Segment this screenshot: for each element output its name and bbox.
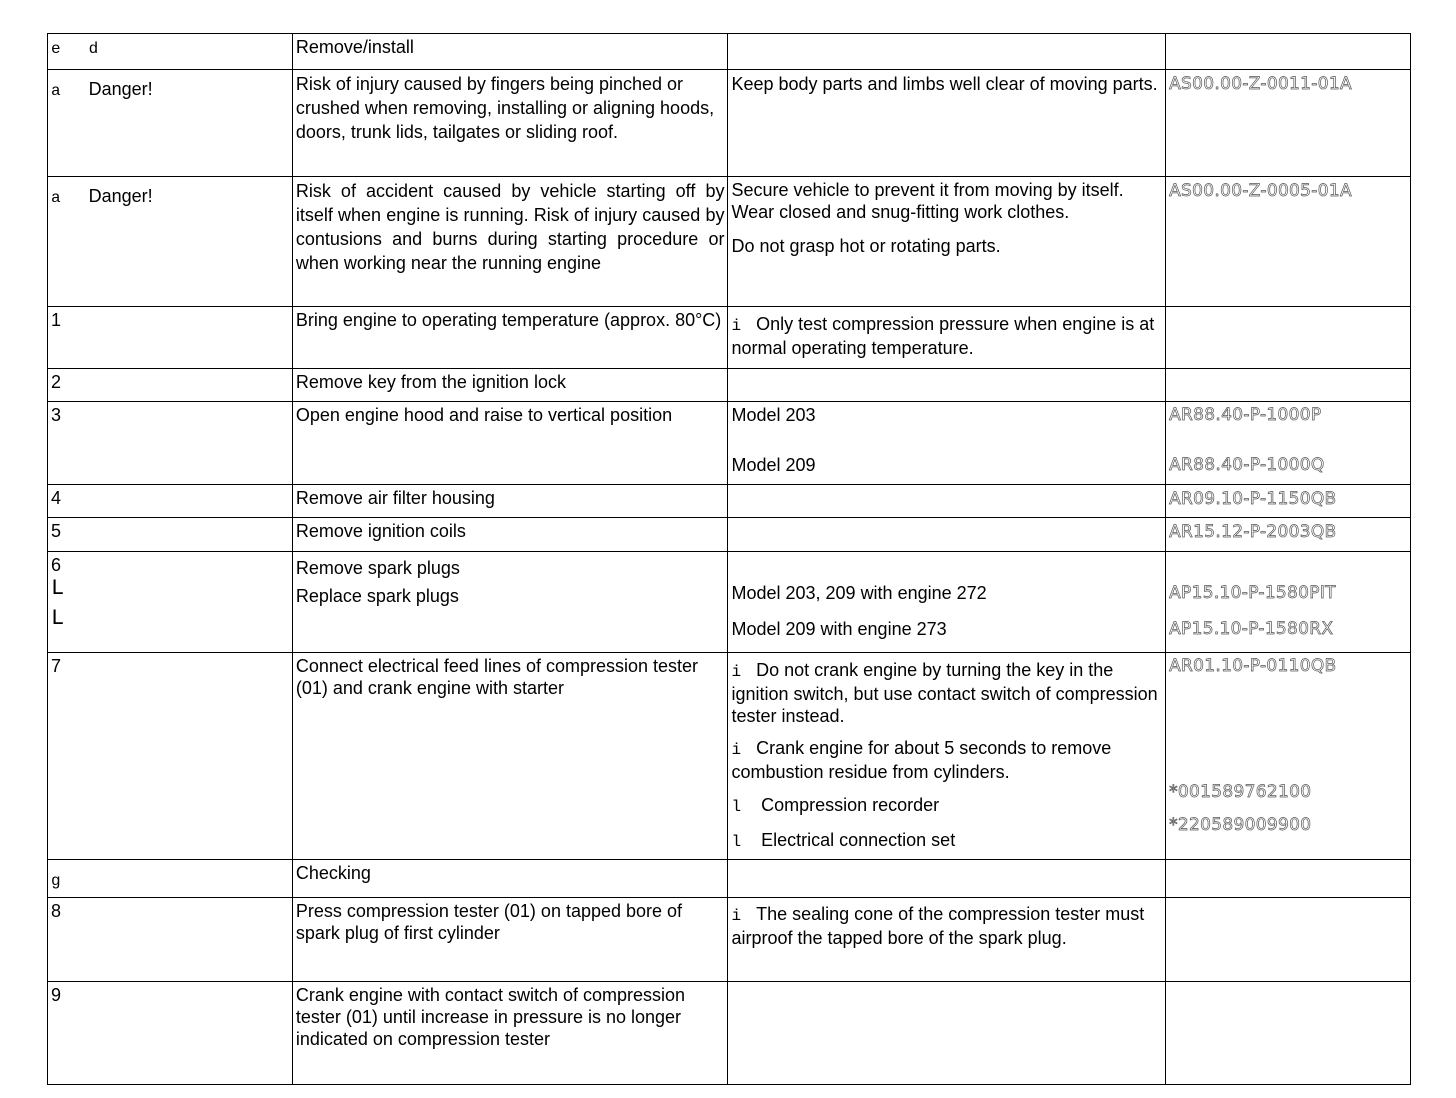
step-number: 7: [48, 653, 293, 860]
reference-code: AR88.40-P-1000Q: [1169, 455, 1325, 475]
step-cell: [48, 177, 293, 307]
step-number: 4: [48, 485, 293, 518]
reference-cell: [1166, 402, 1411, 485]
operation-cell: Remove key from the ignition lock: [292, 369, 728, 402]
operation-text: Remove spark plugs: [295, 558, 460, 578]
check-icon: g: [51, 872, 61, 890]
symbol-d: d: [88, 40, 99, 58]
reference-cell: [1166, 307, 1411, 369]
reference-cell: [1166, 653, 1411, 860]
step-cell: [48, 860, 293, 898]
operation-cell: Remove air filter housing: [292, 485, 728, 518]
reference-code: AP15.10-P-1580PIT: [1169, 583, 1336, 603]
notes-cell: [728, 982, 1166, 1085]
table-row: [48, 898, 1411, 982]
info-icon: i: [731, 907, 742, 925]
info-icon: i: [731, 663, 742, 681]
table-row: [48, 552, 1411, 653]
notes-cell: Keep body parts and limbs well clear of moving parts.: [728, 70, 1166, 177]
reference-cell: [1166, 518, 1411, 552]
notes-cell: [728, 860, 1166, 898]
operation-cell: Checking: [292, 860, 728, 898]
step-cell: [48, 552, 293, 653]
tool-name: Electrical connection set: [761, 830, 956, 850]
reference-code: AS00.00-Z-0011-01A: [1169, 74, 1352, 94]
table-row: [48, 485, 1411, 518]
note-text: Secure vehicle to prevent it from moving by itself.: [731, 180, 1124, 200]
table-row: [48, 34, 1411, 70]
table-row: [48, 402, 1411, 485]
reference-code: AR01.10-P-0110QB: [1169, 656, 1337, 676]
reference-code: AR15.12-P-2003QB: [1169, 522, 1337, 542]
notes-cell: [728, 369, 1166, 402]
note-text: Model 209 with engine 273: [731, 619, 947, 639]
note-text: The sealing cone of the compression tester must airproof the tapped bore of the spark plug.: [731, 904, 1145, 948]
operation-cell: [292, 552, 728, 653]
reference-code: AS00.00-Z-0005-01A: [1169, 181, 1352, 201]
procedure-table: [47, 33, 1411, 1085]
info-icon: i: [731, 317, 742, 335]
operation-cell: Risk of accident caused by vehicle starting off by itself when engine is running. Risk of injury caused by contusions and burns during starting procedure or when working near the running engine: [292, 177, 728, 307]
note-text: Crank engine for about 5 seconds to remove combustion residue from cylinders.: [731, 738, 1112, 782]
notes-cell: [728, 307, 1166, 369]
part-number: *220589009900: [1169, 815, 1312, 835]
step-cell: [48, 34, 293, 70]
operation-cell: Open engine hood and raise to vertical position: [292, 402, 728, 485]
operation-text: Replace spark plugs: [295, 586, 459, 606]
danger-icon: a: [51, 189, 61, 207]
table-row: [48, 369, 1411, 402]
table-row: [48, 982, 1411, 1085]
reference-code: AR88.40-P-1000P: [1169, 405, 1322, 425]
notes-cell: [728, 34, 1166, 70]
note-text: Model 203: [731, 405, 816, 425]
operation-cell: Bring engine to operating temperature (approx. 80°C): [292, 307, 728, 369]
step-number: 3: [48, 402, 293, 485]
danger-label: Danger!: [88, 79, 153, 99]
table-row: [48, 70, 1411, 177]
operation-cell: Risk of injury caused by fingers being pinched or crushed when removing, installing or aligning hoods, doors, trunk lids, tailgates or sliding roof.: [292, 70, 728, 177]
reference-code: AR09.10-P-1150QB: [1169, 489, 1337, 509]
reference-cell: [1166, 70, 1411, 177]
reference-cell: [1166, 552, 1411, 653]
replace-icon: L: [51, 606, 65, 631]
step-number: 6: [51, 555, 62, 575]
table-row: [48, 860, 1411, 898]
notes-cell: [728, 518, 1166, 552]
table-row: [48, 177, 1411, 307]
table-row: [48, 307, 1411, 369]
notes-cell: [728, 402, 1166, 485]
step-number: 2: [48, 369, 293, 402]
note-text: Wear closed and snug-fitting work clothes.: [731, 202, 1070, 222]
tool-item: [731, 794, 1162, 818]
info-icon: i: [731, 741, 742, 759]
note-text: [731, 659, 1162, 727]
step-number: 5: [48, 518, 293, 552]
table-row: [48, 653, 1411, 860]
symbol-e: e: [51, 40, 61, 58]
operation-cell: Crank engine with contact switch of compression tester (01) until increase in pressure is no longer indicated on compression tester: [292, 982, 728, 1085]
part-number: *001589762100: [1169, 782, 1312, 802]
step-cell: [48, 70, 293, 177]
operation-cell: Remove/install: [292, 34, 728, 70]
operation-cell: Press compression tester (01) on tapped bore of spark plug of first cylinder: [292, 898, 728, 982]
notes-cell: [728, 552, 1166, 653]
replace-icon: L: [51, 576, 65, 601]
note-text: Do not grasp hot or rotating parts.: [731, 236, 1001, 256]
reference-cell: [1166, 898, 1411, 982]
reference-cell: [1166, 860, 1411, 898]
step-number: 8: [48, 898, 293, 982]
reference-cell: [1166, 177, 1411, 307]
notes-cell: [728, 177, 1166, 307]
operation-cell: Remove ignition coils: [292, 518, 728, 552]
reference-cell: [1166, 34, 1411, 70]
note-text: Model 209: [731, 455, 816, 475]
reference-code: AP15.10-P-1580RX: [1169, 619, 1334, 639]
danger-label: Danger!: [88, 186, 153, 206]
tool-icon: l: [731, 833, 742, 851]
reference-cell: [1166, 369, 1411, 402]
notes-cell: [728, 898, 1166, 982]
tool-item: [731, 829, 1162, 853]
tool-icon: l: [731, 798, 742, 816]
danger-icon: a: [51, 82, 61, 100]
reference-cell: [1166, 982, 1411, 1085]
step-number: 9: [48, 982, 293, 1085]
note-text: [731, 737, 1162, 783]
table-row: [48, 518, 1411, 552]
note-text: Model 203, 209 with engine 272: [731, 583, 987, 603]
notes-cell: [728, 653, 1166, 860]
note-text: Only test compression pressure when engine is at normal operating temperature.: [731, 314, 1155, 358]
step-number: 1: [48, 307, 293, 369]
notes-cell: [728, 485, 1166, 518]
operation-cell: Connect electrical feed lines of compression tester (01) and crank engine with starter: [292, 653, 728, 860]
tool-name: Compression recorder: [761, 795, 940, 815]
reference-cell: [1166, 485, 1411, 518]
note-text: Do not crank engine by turning the key in the ignition switch, but use contact switch of compression tester instead.: [731, 660, 1158, 726]
